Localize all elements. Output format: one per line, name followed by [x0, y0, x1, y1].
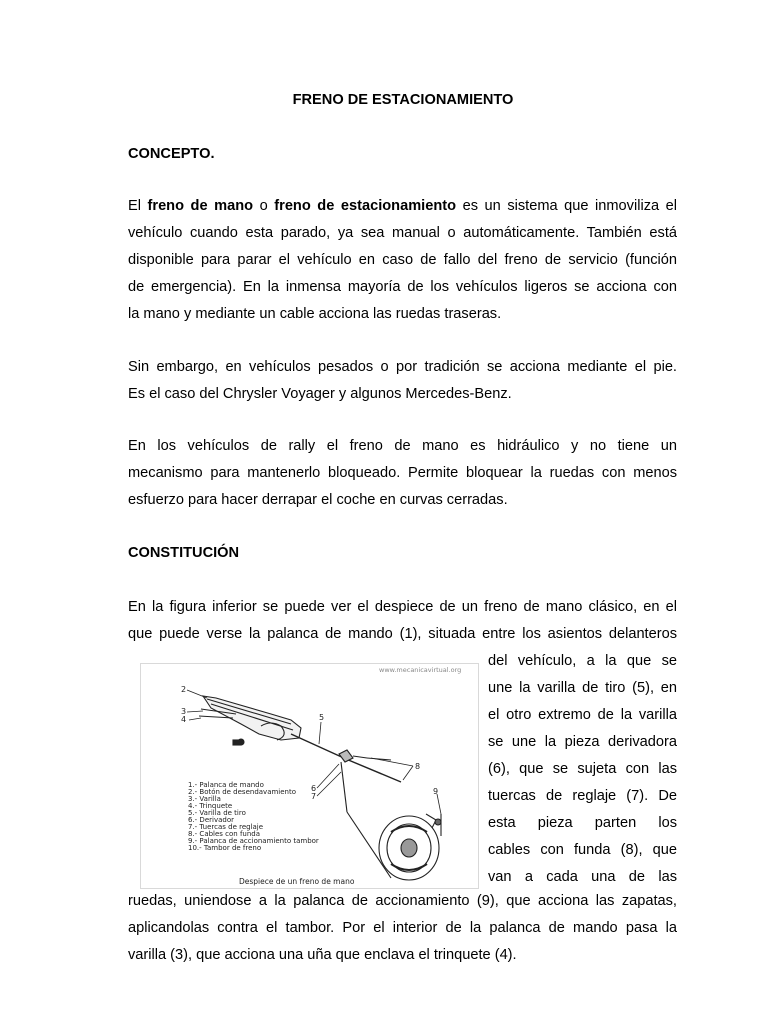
handbrake-diagram-svg [141, 664, 478, 888]
concepto-heading: CONCEPTO. [128, 146, 215, 162]
legend-item: 3.- Varilla [188, 795, 221, 803]
paragraph-concepto [128, 193, 677, 328]
paragraph-line: En la figura inferior se puede ver el despiece de un freno de mano clásico, en el [128, 599, 677, 615]
paragraph-line: esfuerzo para hacer derrapar el coche en curvas cerradas. [128, 492, 508, 508]
callout-7: 7 [311, 792, 317, 801]
legend-item: 2.- Botón de desendavamiento [188, 788, 297, 796]
paragraph-line: Sin embargo, en vehículos pesados o por tradición se acciona mediante el pie. [128, 359, 677, 375]
callout-5: 5 [319, 713, 325, 722]
paragraph-line: ruedas, uniendose a la palanca de accionamiento (9), que acciona las zapatas, [128, 893, 677, 909]
legend-item: 7.- Tuercas de reglaje [188, 823, 264, 831]
constitucion-heading: CONSTITUCIÓN [128, 545, 240, 561]
callout-4: 4 [181, 715, 187, 724]
paragraph-line: el otro extremo de la varilla [488, 707, 677, 723]
paragraph-line: (6), que se sujeta con las [488, 761, 677, 777]
legend-item: 5.- Varilla de tiro [188, 809, 246, 817]
paragraph-line: El freno de mano o freno de estacionamiento es un sistema que inmoviliza el [128, 198, 677, 214]
figure-caption: Despiece de un freno de mano [239, 877, 355, 886]
handbrake-diagram [140, 663, 479, 889]
paragraph-wrap-column [488, 648, 677, 891]
legend-item: 6.- Derivador [188, 816, 234, 824]
legend-item: 9.- Palanca de accionamiento tambor [188, 837, 319, 845]
paragraph-line: une la varilla de tiro (5), en [488, 680, 677, 696]
paragraph-line: tuercas de reglaje (7). De [488, 788, 677, 804]
brake-drum-drawing [379, 814, 441, 880]
figure-legend [188, 781, 319, 852]
paragraph-line: mecanismo para mantenerlo bloqueado. Permite bloquear la ruedas con menos [128, 465, 677, 481]
legend-item: 1.- Palanca de mando [188, 781, 264, 789]
legend-item: 8.- Cables con funda [188, 830, 261, 838]
paragraph-line: En los vehículos de rally el freno de mano es hidráulico y no tiene un [128, 438, 677, 454]
callout-2: 2 [181, 685, 187, 694]
callout-8: 8 [415, 762, 421, 771]
paragraph-line: que puede verse la palanca de mando (1), situada entre los asientos delanteros [128, 626, 677, 642]
paragraph-constitucion-top [128, 594, 677, 648]
paragraph-line: disponible para parar el vehículo en caso de fallo del freno de servicio (función [128, 252, 677, 268]
paragraph-line: esta pieza parten los [488, 815, 677, 831]
paragraph-line: se une la pieza derivadora [488, 734, 677, 750]
paragraph-line: vehículo cuando esta parado, ya sea manual o automáticamente. También está [128, 225, 677, 241]
paragraph-line: varilla (3), que acciona una uña que enclava el trinquete (4). [128, 947, 517, 963]
paragraph-line: van a cada una de las [488, 869, 677, 885]
legend-item: 10.- Tambor de freno [188, 844, 262, 852]
legend-item: 4.- Trinquete [188, 802, 233, 810]
callout-6: 6 [311, 784, 317, 793]
callout-9: 9 [433, 787, 439, 796]
paragraph-line: aplicandolas contra el tambor. Por el interior de la palanca de mando pasa la [128, 920, 677, 936]
paragraph-pesados [128, 354, 677, 408]
paragraph-rally [128, 433, 677, 514]
document-title: FRENO DE ESTACIONAMIENTO [292, 92, 514, 108]
paragraph-line: cables con funda (8), que [488, 842, 677, 858]
callout-3: 3 [181, 707, 187, 716]
paragraph-line: la mano y mediante un cable acciona las ruedas traseras. [128, 306, 502, 322]
paragraph-line: Es el caso del Chrysler Voyager y algunos Mercedes-Benz. [128, 386, 512, 402]
paragraph-line: de emergencia). En la inmensa mayoría de los vehículos ligeros se acciona con [128, 279, 677, 295]
paragraph-line: del vehículo, a la que se [488, 653, 677, 669]
paragraph-constitucion-bottom [128, 888, 677, 969]
figure-watermark: www.mecanicavirtual.org [379, 666, 462, 674]
